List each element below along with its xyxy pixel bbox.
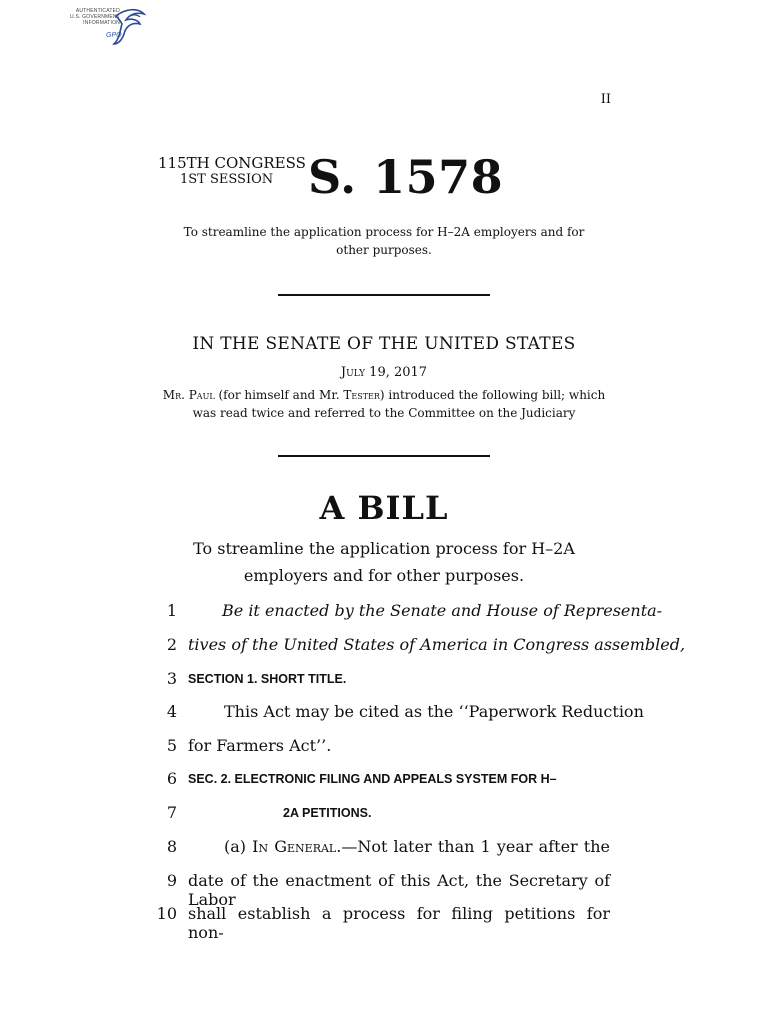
divider-rule	[278, 294, 490, 296]
enacting-clause-line: Be it enacted by the Senate and House of Representa-	[222, 601, 663, 620]
long-purpose: To streamline the application process for H–2A employers and for other purposes.	[193, 539, 575, 585]
line-number: 7	[166, 803, 177, 822]
section-heading: SEC. 2. ELECTRONIC FILING AND APPEALS SYSTEM FOR H–	[188, 772, 557, 786]
text-line: shall establish a process for filing petitions for non-	[188, 904, 610, 942]
logo-line-1: AUTHENTICATED	[75, 8, 120, 14]
text-line: This Act may be cited as the ‘‘Paperwork Reduction	[224, 702, 644, 721]
line-number: 8	[166, 837, 177, 856]
bill-title: A BILL	[319, 489, 449, 527]
eagle-icon	[112, 6, 146, 46]
section-heading: SECTION 1. SHORT TITLE.	[188, 672, 347, 686]
document-version-code: II	[600, 92, 611, 107]
subsection-heading: In General	[252, 837, 337, 856]
divider-rule	[278, 455, 490, 457]
logo-gpo-mark: GPO	[106, 32, 122, 39]
line-number: 3	[166, 669, 177, 688]
introduction-date: July 19, 2017	[340, 365, 428, 380]
session-label: 1ST SESSION	[180, 172, 274, 187]
bill-number: S. 1578	[308, 150, 504, 204]
line-number: 1	[166, 601, 177, 620]
line-number: 2	[166, 635, 177, 654]
line-number: 4	[166, 702, 177, 721]
sponsor-name: Mr. Paul	[162, 388, 215, 402]
text-line: for Farmers Act’’.	[188, 736, 332, 755]
intro-text-1: (for himself and Mr.	[214, 388, 344, 402]
chamber-heading: IN THE SENATE OF THE UNITED STATES	[192, 334, 576, 354]
line-number: 6	[166, 769, 177, 788]
logo-line-2: U.S. GOVERNMENT	[70, 14, 120, 20]
section-heading: 2A PETITIONS.	[283, 806, 372, 820]
line-number: 9	[166, 871, 177, 890]
cosponsor-name: Tester	[343, 388, 380, 402]
text-line	[224, 837, 610, 856]
text-line: date of the enactment of this Act, the Secretary of Labor	[188, 871, 610, 909]
subsection-label: (a)	[224, 837, 253, 856]
intro-text-2: ) introduced the following bill; which was read twice and referred to the Committee on the Judiciary	[192, 388, 606, 420]
congress-number: 115TH CONGRESS	[158, 154, 306, 172]
text-line-rest: .—Not later than 1 year after the	[336, 837, 611, 856]
line-number: 5	[166, 736, 177, 755]
logo-line-3: INFORMATION	[83, 20, 120, 26]
line-number: 10	[156, 904, 177, 923]
gpo-authentication-logo	[62, 6, 146, 48]
short-purpose: To streamline the application process for H–2A employers and for other purposes.	[183, 225, 585, 257]
introduction-statement	[158, 386, 610, 422]
enacting-clause-line: tives of the United States of America in Congress assembled,	[188, 635, 686, 654]
